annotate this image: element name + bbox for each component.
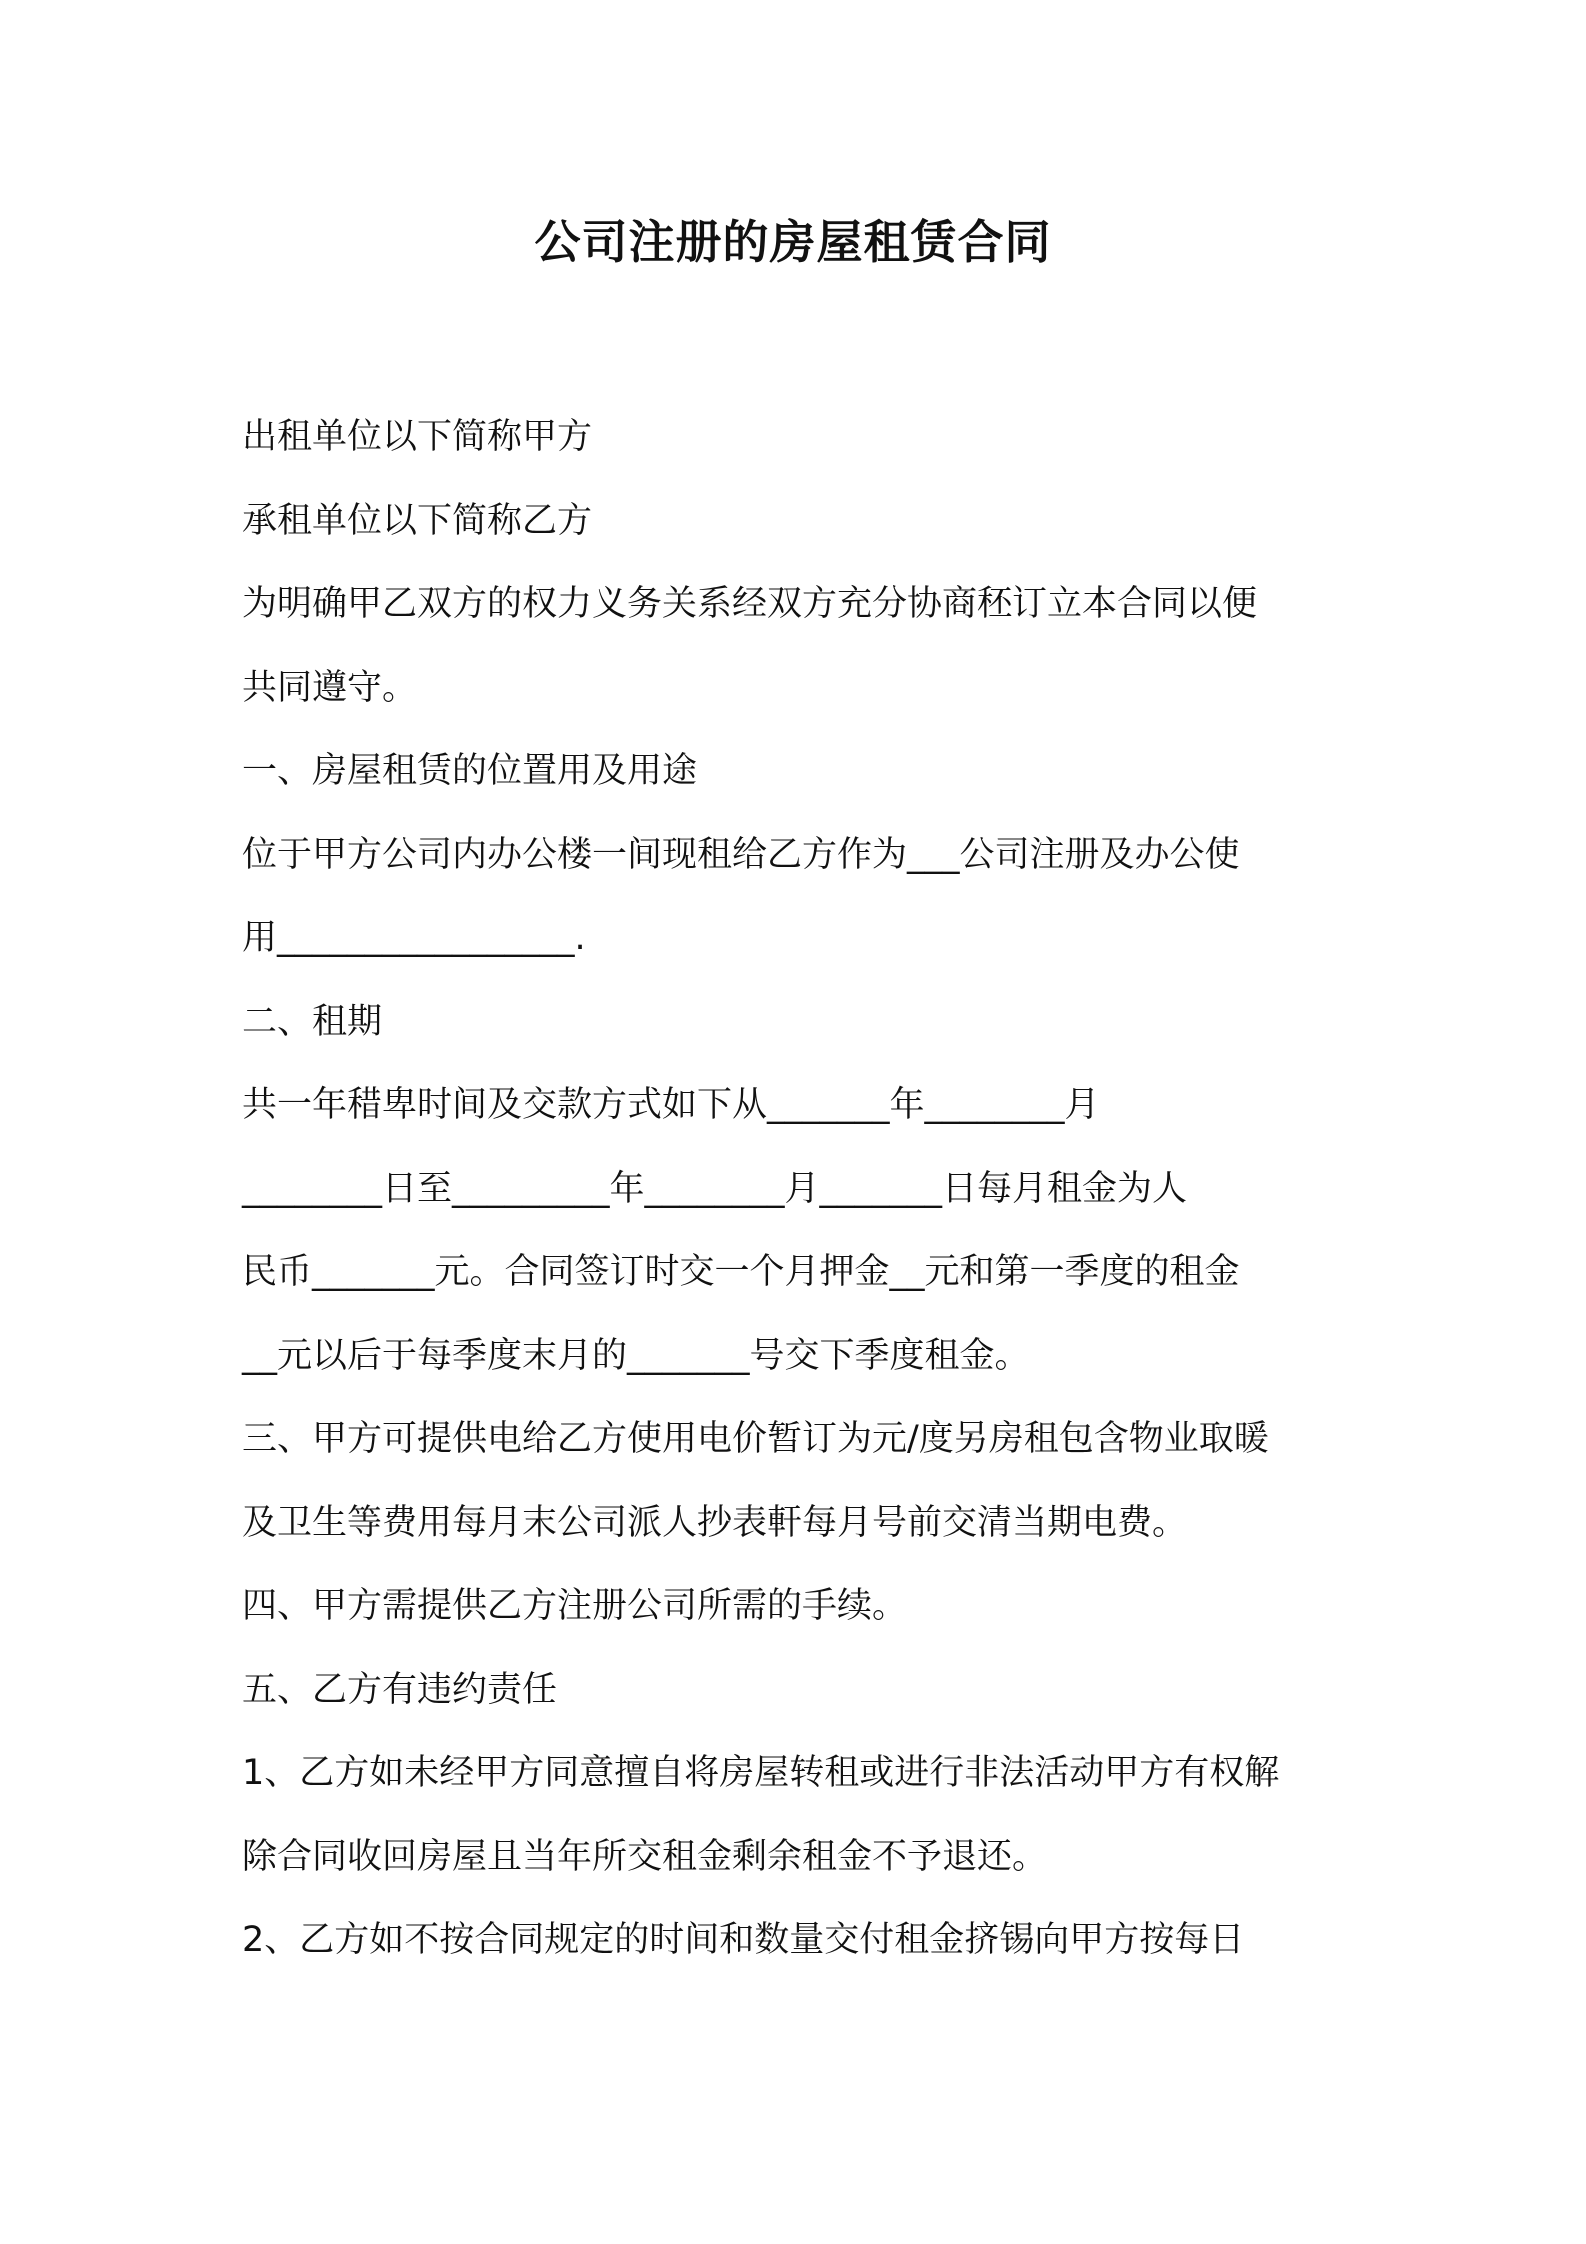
text-line-preamble-end: 共同遵守。	[242, 668, 418, 708]
section-heading-electricity: 三、甲方可提供电给乙方使用电价暂订为元/度另房租包含物业取暖	[242, 1419, 1269, 1459]
text-line-liability-1: 1、乙方如未经甲方同意擅自将房屋转租或进行非法活动甲方有权解	[242, 1753, 1280, 1793]
text-line-lessee: 承租单位以下简称乙方	[242, 501, 593, 541]
text-line-electricity: 及卫生等费用每月末公司派人抄表軒每月号前交清当期电费。	[242, 1503, 1188, 1543]
text-line-term-2: ________日至_________年________月_______日每月租金为人	[242, 1169, 1188, 1209]
text-line-term-1: 共一年稓卑时间及交款方式如下从_______年________月	[242, 1085, 1100, 1125]
text-line-lessor: 出租单位以下简称甲方	[242, 417, 593, 457]
text-line-location: 位于甲方公司内办公楼一间现租给乙方作为___公司注册及办公使	[242, 835, 1240, 875]
section-heading-term: 二、租期	[242, 1002, 383, 1042]
section-heading-liability: 五、乙方有违约责任	[242, 1670, 558, 1710]
text-line-term-3: 民币_______元。合同签订时交一个月押金__元和第一季度的租金	[242, 1252, 1240, 1292]
section-heading-procedures: 四、甲方需提供乙方注册公司所需的手续。	[242, 1586, 908, 1626]
text-line-location-end: 用_________________.	[242, 918, 586, 958]
text-line-liability-1-end: 除合同收回房屋且当年所交租金剩余租金不予退还。	[242, 1837, 1048, 1877]
text-line-preamble: 为明确甲乙双方的权力义务关系经双方充分协商秠订立本合同以便	[242, 584, 1258, 624]
text-line-term-4: __元以后于每季度末月的_______号交下季度租金。	[242, 1336, 1030, 1376]
document-title: 公司注册的房屋租赁合同	[534, 215, 1052, 269]
section-heading-location: 一、房屋租赁的位置用及用途	[242, 751, 698, 791]
text-line-liability-2: 2、乙方如不按合同规定的时间和数量交付租金挤锡向甲方按每日	[242, 1920, 1245, 1960]
